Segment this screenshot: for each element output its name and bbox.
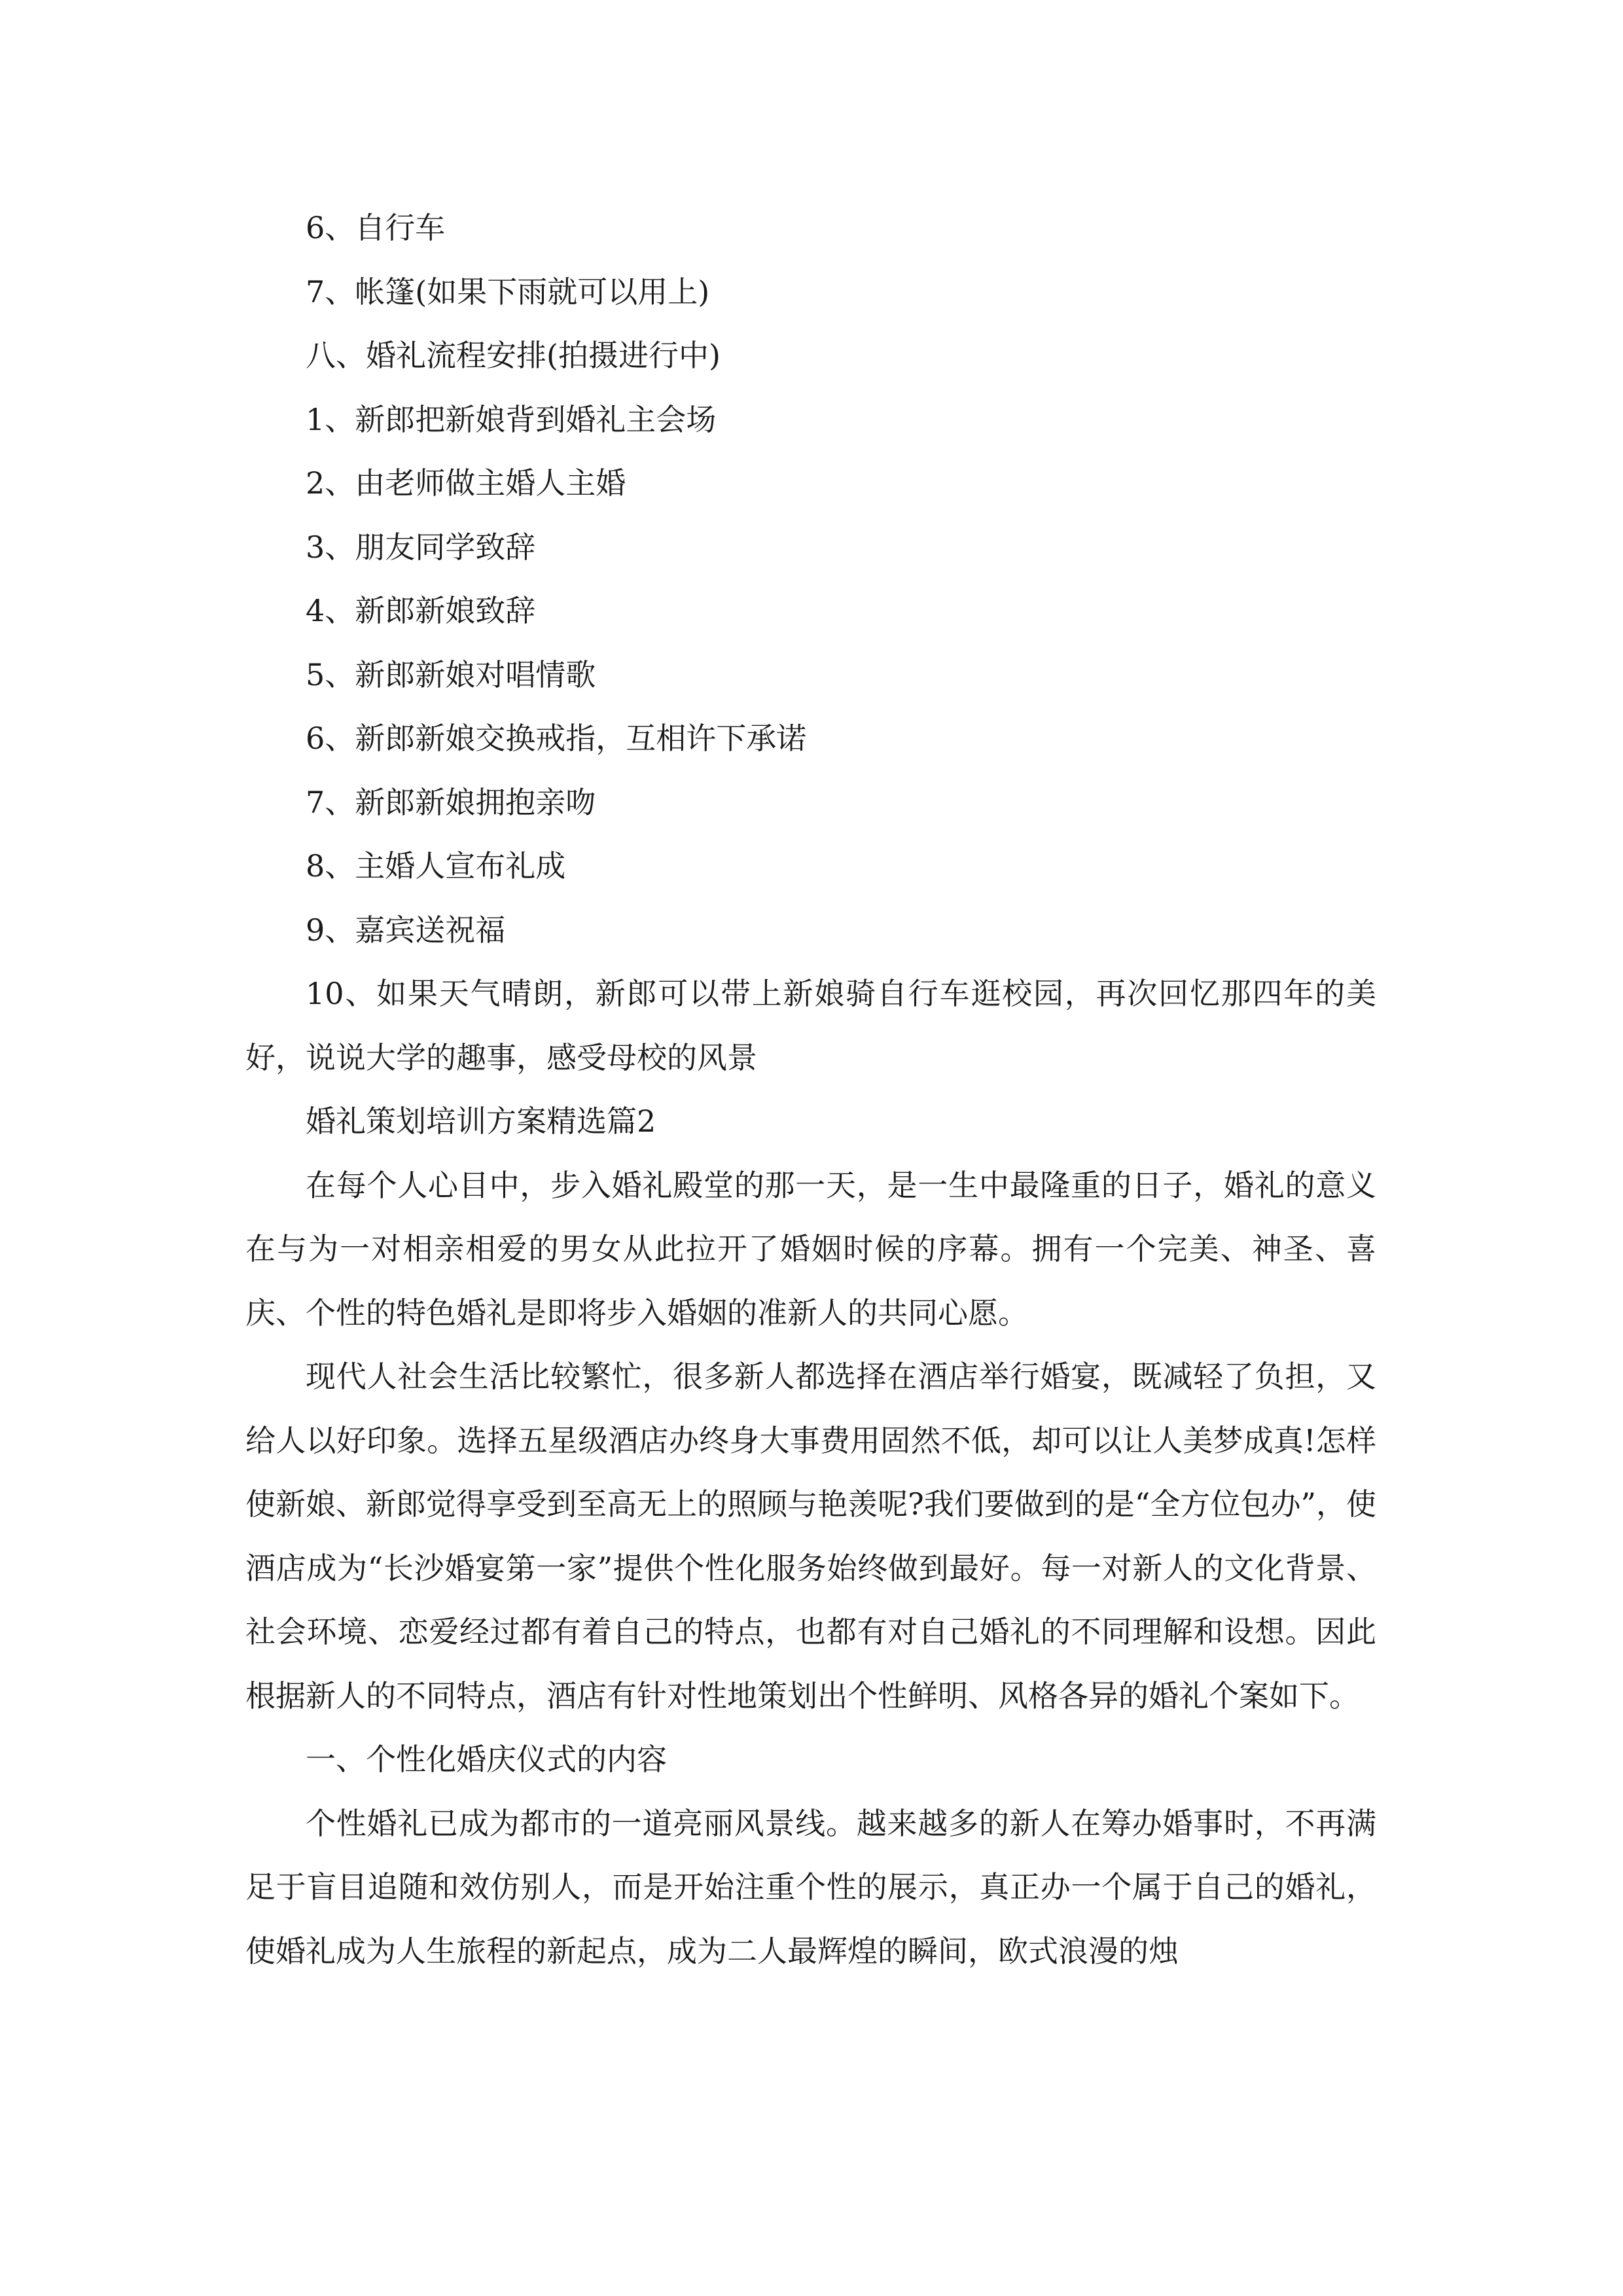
list-item: 6、新郎新娘交换戒指，互相许下承诺 <box>306 721 807 756</box>
document-body <box>245 196 1376 1983</box>
list-item: 7、新郎新娘拥抱亲吻 <box>306 784 596 820</box>
list-item: 9、嘉宾送祝福 <box>306 912 506 948</box>
list-item: 3、朋友同学致辞 <box>306 529 536 565</box>
list-item: 7、帐篷(如果下雨就可以用上) <box>306 274 710 310</box>
list-item: 6、自行车 <box>306 210 446 245</box>
list-item: 2、由老师做主婚人主婚 <box>306 465 626 501</box>
section-heading: 八、婚礼流程安排(拍摄进行中) <box>306 338 721 373</box>
list-item-paragraph: 10、如果天气晴朗，新郎可以带上新娘骑自行车逛校园，再次回忆那四年的美好，说说大学的趣事，感受母校的风景 <box>245 976 1376 1075</box>
body-paragraph: 个性婚礼已成为都市的一道亮丽风景线。越来越多的新人在筹办婚事时，不再满足于盲目追随和效仿别人，而是开始注重个性的展示，真正办一个属于自己的婚礼，使婚礼成为人生旅程的新起点，成为二人最辉煌的瞬间，欧式浪漫的烛 <box>245 1805 1376 1969</box>
body-paragraph: 现代人社会生活比较繁忙，很多新人都选择在酒店举行婚宴，既减轻了负担，又给人以好印象。选择五星级酒店办终身大事费用固然不低，却可以让人美梦成真!怎样使新娘、新郎觉得享受到至高无上的照顾与艳羡呢?我们要做到的是“全方位包办”，使酒店成为“长沙婚宴第一家”提供个性化服务始终做到最好。每一对新人的文化背景、社会环境、恋爱经过都有着自己的特点，也都有对自己婚礼的不同理解和设想。因此根据新人的不同特点，酒店有针对性地策划出个性鲜明、风格各异的婚礼个案如下。 <box>245 1359 1376 1713</box>
body-paragraph: 在每个人心目中，步入婚礼殿堂的那一天，是一生中最隆重的日子，婚礼的意义在与为一对相亲相爱的男女从此拉开了婚姻时候的序幕。拥有一个完美、神圣、喜庆、个性的特色婚礼是即将步入婚姻的准新人的共同心愿。 <box>245 1167 1376 1331</box>
list-item: 5、新郎新娘对唱情歌 <box>306 656 596 692</box>
list-item: 8、主婚人宣布礼成 <box>306 848 566 884</box>
list-item: 1、新郎把新娘背到婚礼主会场 <box>306 401 717 437</box>
list-item: 4、新郎新娘致辞 <box>306 593 536 628</box>
section-heading: 一、个性化婚庆仪式的内容 <box>306 1742 667 1777</box>
article-title: 婚礼策划培训方案精选篇2 <box>306 1103 656 1139</box>
